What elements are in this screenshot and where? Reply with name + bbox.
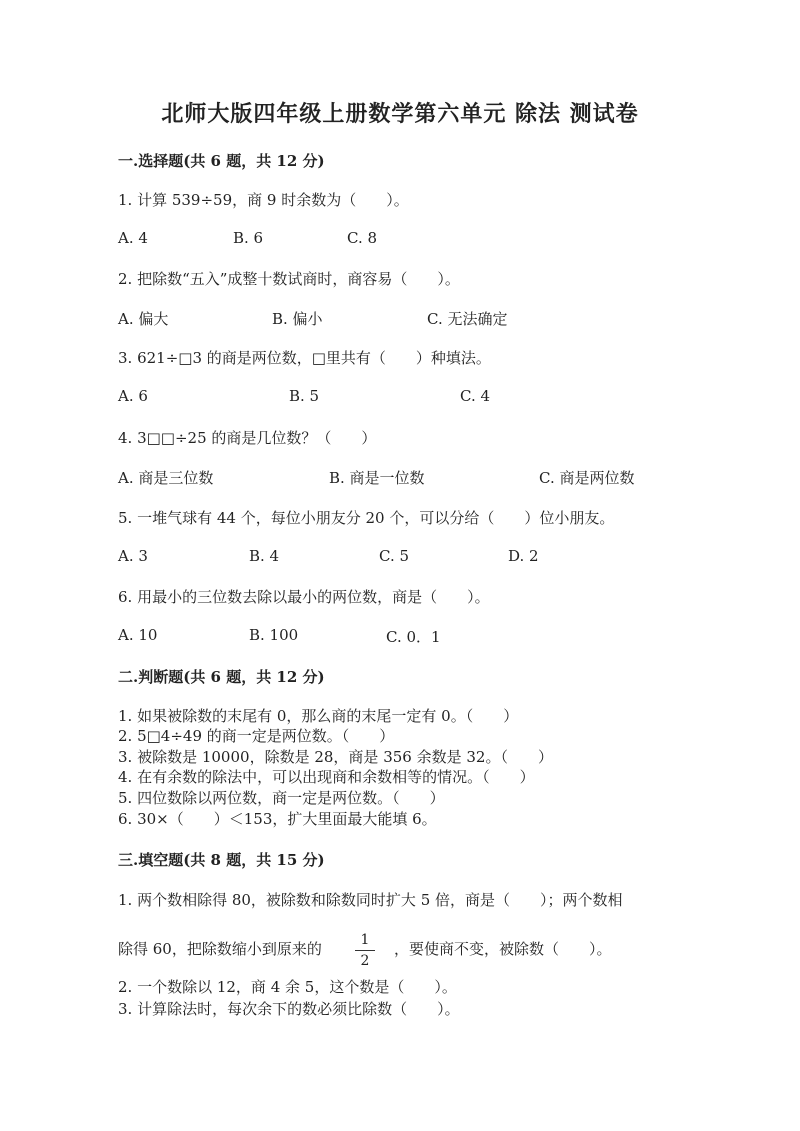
option-c: C. 8	[347, 229, 378, 247]
page-title: 北师大版四年级上册数学第六单元 除法 测试卷	[161, 101, 639, 127]
option-b: B. 商是一位数	[329, 469, 425, 487]
option-c: C. 4	[460, 387, 491, 405]
option-b: B. 6	[233, 229, 264, 247]
option-a: A. 6	[118, 387, 148, 405]
fraction-bar	[355, 950, 375, 951]
question-6: 6. 用最小的三位数去除以最小的两位数，商是（ ）。	[118, 588, 490, 606]
option-a: A. 10	[118, 626, 158, 644]
judge-item-4: 4. 在有余数的除法中，可以出现商和余数相等的情况。（ ）	[118, 768, 535, 786]
option-a: A. 商是三位数	[118, 469, 214, 487]
question-4: 4. 3□□÷25 的商是几位数？（ ）	[118, 429, 377, 447]
judge-item-1: 1. 如果被除数的末尾有 0，那么商的末尾一定有 0。（ ）	[118, 707, 519, 725]
judge-item-6: 6. 30×（ ）＜153，扩大里面最大能填 6。	[118, 810, 437, 828]
fraction-denominator: 2	[360, 953, 370, 969]
fill-question-3: 3. 计算除法时，每次余下的数必须比除数（ ）。	[118, 1000, 460, 1018]
fill-question-1-line-1: 1. 两个数相除得 80，被除数和除数同时扩大 5 倍，商是（ ）；两个数相	[118, 891, 623, 909]
fill-question-2: 2. 一个数除以 12，商 4 余 5，这个数是（ ）。	[118, 978, 457, 996]
question-2: 2. 把除数“五入”成整十数试商时，商容易（ ）。	[118, 270, 460, 288]
option-c: C. 商是两位数	[539, 469, 635, 487]
option-c: C. 0．1	[386, 628, 441, 646]
option-c: C. 5	[379, 547, 410, 565]
option-d: D. 2	[508, 547, 539, 565]
option-b: B. 4	[249, 547, 280, 565]
option-c: C. 无法确定	[427, 310, 508, 328]
fraction-one-half	[355, 932, 375, 969]
option-a: A. 偏大	[118, 310, 169, 328]
option-b: B. 5	[289, 387, 320, 405]
fill-question-1-line-2: 除得 60，把除数缩小到原来的	[118, 940, 322, 958]
section-heading-fill: 三.填空题(共 8 题，共 15 分)	[118, 851, 325, 869]
option-a: A. 4	[118, 229, 148, 247]
option-a: A. 3	[118, 547, 148, 565]
fill-question-1-line-2-end: ，要使商不变，被除数（ ）。	[394, 940, 612, 958]
question-1: 1. 计算 539÷59，商 9 时余数为（ ）。	[118, 191, 409, 209]
question-5: 5. 一堆气球有 44 个，每位小朋友分 20 个，可以分给（ ）位小朋友。	[118, 509, 615, 527]
section-heading-judge: 二.判断题(共 6 题，共 12 分)	[118, 668, 325, 686]
option-b: B. 偏小	[272, 310, 323, 328]
judge-item-3: 3. 被除数是 10000，除数是 28，商是 356 余数是 32。（ ）	[118, 748, 553, 766]
question-3: 3. 621÷□3 的商是两位数，□里共有（ ）种填法。	[118, 349, 491, 367]
fraction-numerator: 1	[360, 932, 370, 948]
judge-item-5: 5. 四位数除以两位数，商一定是两位数。（ ）	[118, 789, 445, 807]
judge-item-2: 2. 5□4÷49 的商一定是两位数。（ ）	[118, 727, 395, 745]
section-heading-choice: 一.选择题(共 6 题，共 12 分)	[118, 152, 325, 170]
option-b: B. 100	[249, 626, 299, 644]
